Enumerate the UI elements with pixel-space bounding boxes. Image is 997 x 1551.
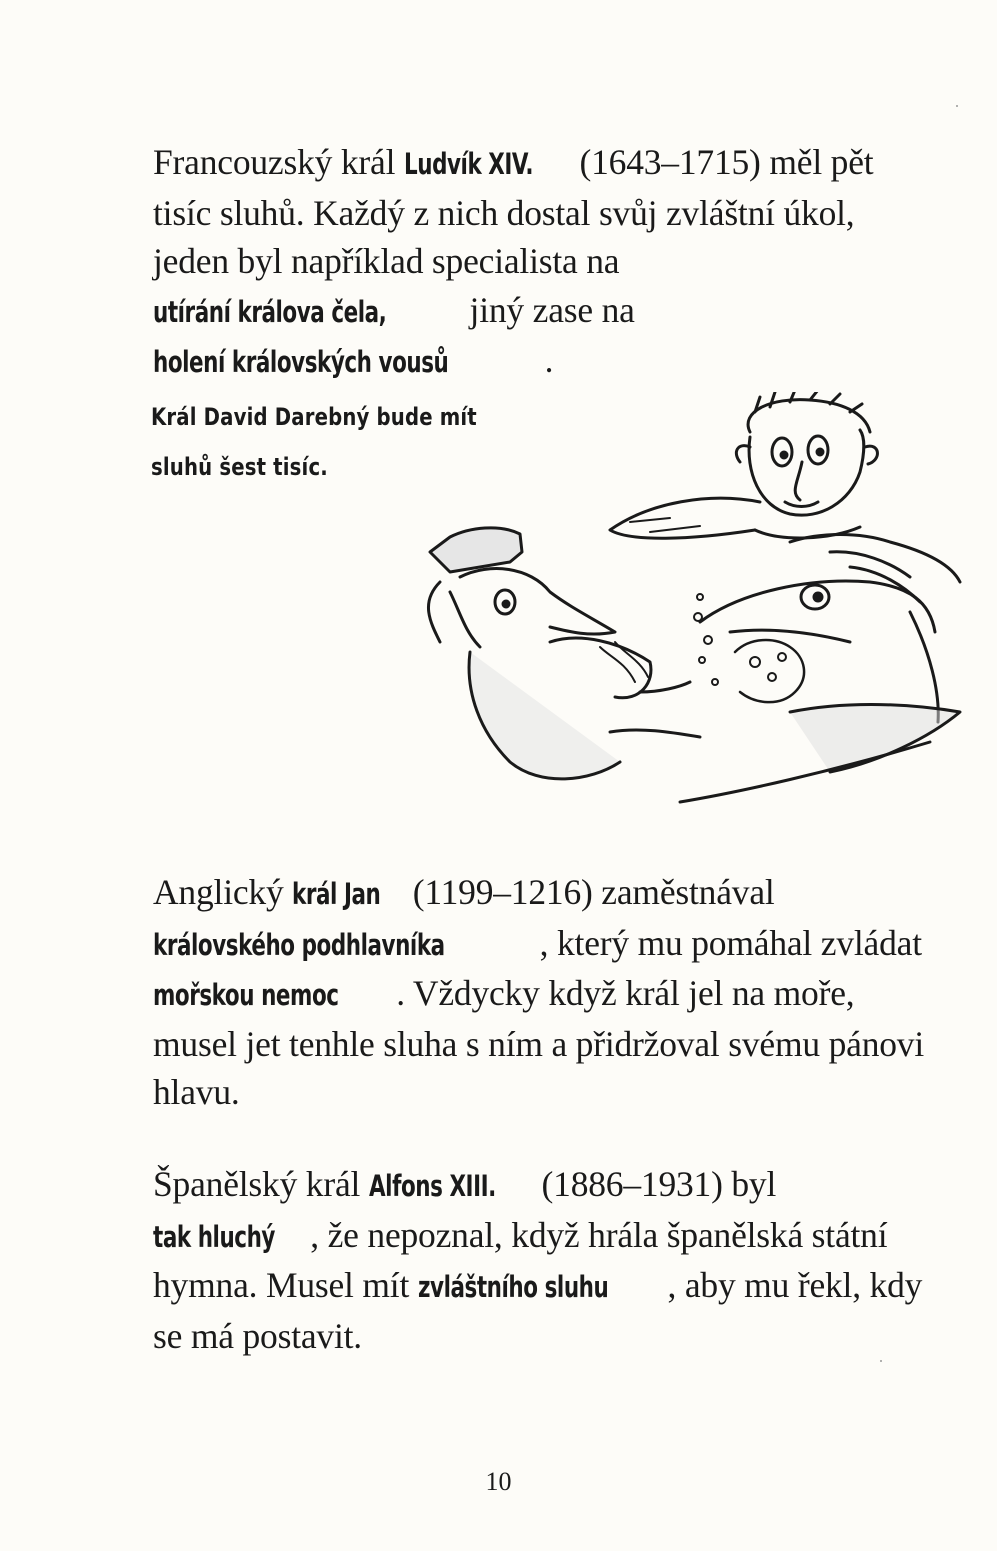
page-number: 10 (485, 1467, 512, 1496)
body-text: Francouzský král (153, 142, 404, 182)
paper-speck (956, 105, 958, 107)
bold-text: zvláštního sluhu (417, 1270, 609, 1304)
body-text: jiný zase na (460, 289, 635, 330)
paper-speck (880, 1360, 882, 1362)
bold-text: tak hluchý (153, 1219, 275, 1254)
body-text: Španělský král (153, 1164, 369, 1204)
bold-text: Ludvík XIV. (403, 147, 534, 181)
king-figure (680, 581, 960, 802)
body-text: (1643–1715) měl pět tisíc sluhů. Každý z nich dostal svůj zvláštní úkol, jeden byl například specialista na (153, 142, 874, 281)
body-text: . (544, 340, 554, 380)
paragraph-kral-jan (153, 868, 933, 1117)
illustration-caption: Král David Darebný bude mít sluhů šest tisíc. (151, 403, 477, 481)
body-text: (1199–1216) zaměstnával (404, 872, 775, 912)
body-text: , že nepoznal, když hrála španělská státní hymna. Musel mít (153, 1214, 888, 1305)
servants-illustration (410, 392, 970, 832)
body-text: . Vždycky když král jel na moře, musel jet tenhle sluha s ním a přidržoval svému pánovi hlavu. (153, 973, 925, 1112)
bold-text: královského podhlavníka (153, 927, 445, 962)
body-text: Anglický (153, 872, 293, 912)
body-text: , který mu pomáhal zvládat (539, 922, 922, 963)
body-text: (1886–1931) byl (532, 1164, 777, 1204)
bold-text: král Jan (292, 877, 381, 911)
paragraph-alfons (153, 1160, 933, 1360)
bold-text: utírání králova čela, (153, 294, 387, 329)
barber-figure (428, 528, 700, 779)
top-servant-figure (610, 392, 960, 602)
bold-text: holení královských vousů (153, 345, 449, 379)
body-text: , aby mu řekl, kdy se má postavit. (153, 1265, 923, 1356)
bold-text: Alfons XIII. (368, 1169, 496, 1203)
bold-text: mořskou nemoc (153, 978, 339, 1012)
paragraph-ludvik (153, 138, 933, 387)
